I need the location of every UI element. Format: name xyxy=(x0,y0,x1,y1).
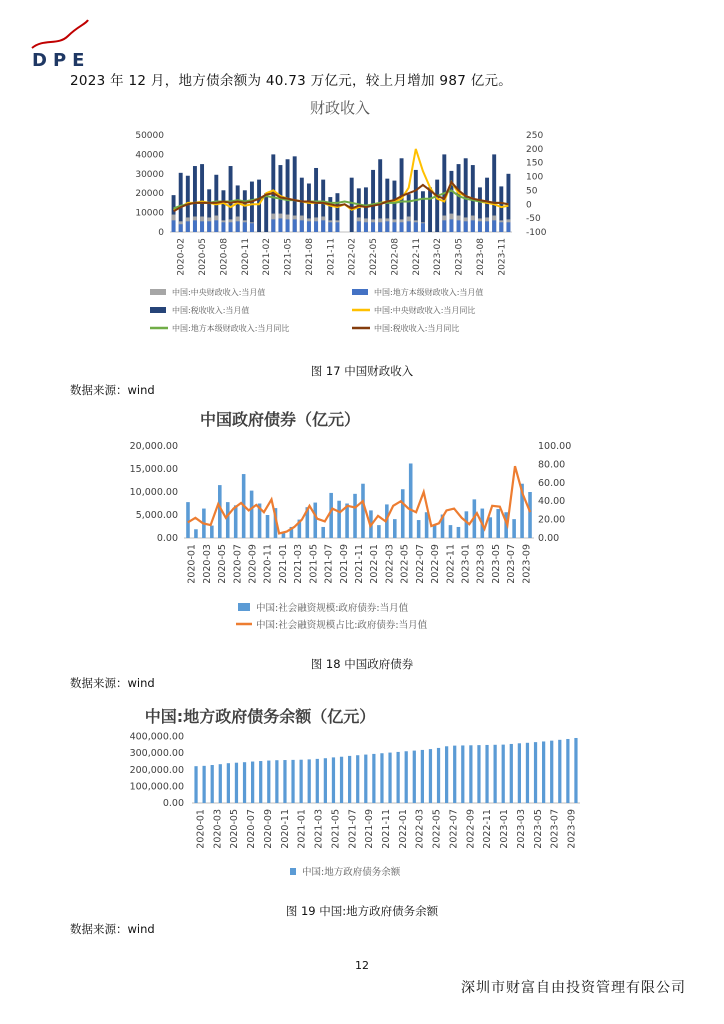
figure-19-caption: 图 19 中国:地方政府债务余额 xyxy=(285,904,439,918)
bar xyxy=(457,527,461,538)
y-right-tick: 150 xyxy=(526,158,544,169)
bar xyxy=(528,492,532,538)
y-right-tick: 60.00 xyxy=(538,477,566,489)
legend-label: 中国:地方本级财政收入:当月同比 xyxy=(172,324,290,333)
legend-label: 中国:社会融资规模占比:政府债券:当月值 xyxy=(256,620,428,631)
bar xyxy=(492,220,496,232)
x-tick: 2023-05 xyxy=(454,238,465,276)
chart-title: 中国:地方政府债务余额（亿元） xyxy=(144,707,376,726)
y-left-tick: 400,000.00 xyxy=(129,731,184,743)
x-tick: 2020-02 xyxy=(176,238,187,276)
x-tick: 2021-02 xyxy=(262,238,273,276)
bar xyxy=(219,764,222,803)
bar xyxy=(421,750,424,803)
bar xyxy=(335,222,339,232)
bar xyxy=(179,224,183,232)
bar xyxy=(400,222,404,232)
x-tick: 2020-07 xyxy=(246,809,258,849)
x-tick: 2020-11 xyxy=(279,809,291,849)
x-tick: 2023-01 xyxy=(499,809,511,849)
x-tick: 2022-03 xyxy=(384,544,396,584)
bar xyxy=(372,754,375,803)
y-left-tick: 100,000.00 xyxy=(129,781,184,793)
bar xyxy=(214,220,218,232)
x-tick: 2023-03 xyxy=(475,544,487,584)
x-tick: 2023-07 xyxy=(506,544,518,584)
y-right-tick: 0 xyxy=(526,200,532,211)
x-tick: 2022-01 xyxy=(397,809,409,849)
company-name: 深圳市财富自由投资管理有限公司 xyxy=(461,980,686,996)
x-tick: 2021-01 xyxy=(296,809,308,849)
y-left-tick: 20000 xyxy=(135,189,164,200)
y-right-tick: 250 xyxy=(526,131,544,141)
x-tick: 2021-08 xyxy=(304,238,315,276)
y-right-tick: 100 xyxy=(526,172,544,183)
x-tick: 2021-05 xyxy=(283,238,294,276)
bar xyxy=(465,511,469,538)
bar xyxy=(405,751,408,803)
bar xyxy=(235,763,238,803)
bar xyxy=(371,222,375,232)
bar xyxy=(364,755,367,803)
local-gov-debt-chart xyxy=(120,703,590,888)
x-tick: 2022-02 xyxy=(347,238,358,276)
bar xyxy=(388,753,391,803)
bar xyxy=(267,761,270,803)
bar xyxy=(271,219,275,232)
y-right-tick: -100 xyxy=(526,228,547,238)
page-number: 12 xyxy=(355,959,369,972)
bar xyxy=(243,762,246,803)
bar xyxy=(477,745,480,803)
bar xyxy=(414,222,418,232)
figure-18-caption: 图 18 中国政府债券 xyxy=(310,657,414,671)
bar xyxy=(353,494,357,538)
bar xyxy=(321,220,325,232)
x-tick: 2023-03 xyxy=(515,809,527,849)
bar xyxy=(429,749,432,803)
x-tick: 2022-11 xyxy=(411,238,422,276)
x-tick: 2021-07 xyxy=(323,544,335,584)
bar xyxy=(186,221,190,232)
x-tick: 2023-01 xyxy=(460,544,472,584)
bar xyxy=(259,761,262,803)
fiscal-revenue-chart xyxy=(120,95,560,345)
bar xyxy=(485,221,489,232)
bar xyxy=(550,741,553,803)
bar xyxy=(300,220,304,232)
y-left-tick: 200,000.00 xyxy=(129,764,184,776)
bar xyxy=(203,766,206,803)
y-left-tick: 0.00 xyxy=(162,798,184,809)
bar xyxy=(227,763,230,803)
legend-swatch xyxy=(150,307,166,313)
bar xyxy=(464,221,468,232)
y-right-tick: -50 xyxy=(526,214,541,225)
legend-swatch xyxy=(290,868,296,875)
bar xyxy=(251,762,254,803)
chart-title: 中国政府债券（亿元） xyxy=(199,410,361,429)
figure-17-source: 数据来源：wind xyxy=(70,383,155,397)
y-left-tick: 10,000.00 xyxy=(129,487,178,498)
x-tick: 2023-09 xyxy=(521,544,533,584)
x-tick: 2022-09 xyxy=(430,544,442,584)
legend-label: 中国:税收收入:当月同比 xyxy=(374,324,460,333)
bar xyxy=(329,493,333,538)
bar xyxy=(494,745,497,803)
figure-19-source: 数据来源：wind xyxy=(70,922,155,936)
x-tick: 2021-09 xyxy=(338,544,350,584)
x-tick: 2021-01 xyxy=(277,544,289,584)
bar xyxy=(308,759,311,803)
logo-swoosh-icon xyxy=(30,18,100,70)
x-tick: 2022-05 xyxy=(369,238,380,276)
bar xyxy=(457,220,461,232)
bar xyxy=(283,760,286,803)
bar xyxy=(314,221,318,232)
bar xyxy=(243,222,247,232)
y-left-tick: 5,000.00 xyxy=(135,510,178,521)
bar xyxy=(534,742,537,803)
bar xyxy=(321,527,325,538)
bar xyxy=(278,218,282,232)
x-tick: 2021-05 xyxy=(330,809,342,849)
legend-swatch xyxy=(352,289,368,295)
x-tick: 2022-03 xyxy=(414,809,426,849)
bar xyxy=(445,746,448,803)
bar xyxy=(413,751,416,803)
bar xyxy=(407,221,411,232)
y-left-tick: 10000 xyxy=(135,208,164,219)
x-tick: 2022-01 xyxy=(369,544,381,584)
chart-title: 财政收入 xyxy=(309,99,371,117)
bar xyxy=(526,743,529,803)
x-tick: 2020-01 xyxy=(186,544,198,584)
bar xyxy=(350,178,354,232)
bar xyxy=(291,760,294,803)
y-right-tick: 40.00 xyxy=(538,496,566,508)
bar xyxy=(286,219,290,232)
y-right-tick: 20.00 xyxy=(538,514,566,526)
x-tick: 2022-08 xyxy=(390,238,401,276)
bar xyxy=(442,220,446,232)
bar xyxy=(510,744,513,803)
bar xyxy=(499,222,503,232)
bar xyxy=(377,525,381,538)
bar xyxy=(364,222,368,232)
x-tick: 2022-11 xyxy=(482,809,494,849)
y-right-tick: 0.00 xyxy=(538,533,560,544)
x-tick: 2021-03 xyxy=(313,809,325,849)
bar xyxy=(397,752,400,803)
x-tick: 2023-05 xyxy=(532,809,544,849)
bar xyxy=(210,526,214,538)
bar xyxy=(461,745,464,803)
bar xyxy=(425,512,429,538)
bar xyxy=(496,509,500,538)
series-line xyxy=(188,466,530,533)
bar xyxy=(393,519,397,538)
bar xyxy=(558,740,561,803)
x-tick: 2023-05 xyxy=(490,544,502,584)
logo-text: DPE xyxy=(32,50,91,70)
x-tick: 2022-05 xyxy=(431,809,443,849)
x-tick: 2020-05 xyxy=(229,809,241,849)
dpe-logo xyxy=(30,18,100,74)
bar xyxy=(200,221,204,232)
x-tick: 2021-09 xyxy=(364,809,376,849)
bar xyxy=(250,223,254,232)
y-left-tick: 40000 xyxy=(135,150,164,161)
bar xyxy=(449,525,453,538)
bar xyxy=(469,745,472,803)
bar xyxy=(300,760,303,803)
bar xyxy=(313,503,317,538)
y-right-tick: 50 xyxy=(526,186,538,197)
x-tick: 2020-03 xyxy=(201,544,213,584)
bar xyxy=(518,743,521,803)
x-tick: 2021-11 xyxy=(354,544,365,584)
bar xyxy=(378,222,382,232)
bar xyxy=(449,219,453,232)
bar xyxy=(421,223,425,232)
bar xyxy=(453,746,456,803)
bar xyxy=(471,220,475,232)
bar xyxy=(485,745,488,803)
x-tick: 2020-11 xyxy=(262,544,274,584)
legend-label: 中国:中央财政收入:当月值 xyxy=(172,288,266,297)
legend-label: 中国:中央财政收入:当月同比 xyxy=(374,306,476,315)
bar xyxy=(361,484,365,538)
bar xyxy=(506,222,510,232)
bar xyxy=(437,748,440,803)
bar xyxy=(266,515,270,538)
figure-17-caption: 图 17 中国财政收入 xyxy=(310,364,414,378)
bar xyxy=(409,463,413,538)
legend-label: 中国:社会融资规模:政府债券:当月值 xyxy=(256,603,409,614)
bar xyxy=(488,517,492,538)
x-tick: 2022-11 xyxy=(445,544,457,584)
figure-18-source: 数据来源：wind xyxy=(70,676,155,690)
x-tick: 2020-07 xyxy=(232,544,244,584)
bar xyxy=(193,220,197,232)
x-tick: 2023-07 xyxy=(549,809,561,849)
x-tick: 2020-09 xyxy=(262,809,274,849)
bar xyxy=(357,221,361,232)
x-tick: 2023-09 xyxy=(566,809,578,849)
x-tick: 2020-01 xyxy=(195,809,207,849)
bar xyxy=(194,766,197,803)
bar xyxy=(332,757,335,803)
x-tick: 2020-08 xyxy=(219,238,230,276)
x-tick: 2020-05 xyxy=(217,544,229,584)
bar xyxy=(340,757,343,803)
bar xyxy=(435,180,439,232)
x-tick: 2021-07 xyxy=(347,809,359,849)
y-right-tick: 100.00 xyxy=(538,441,572,452)
x-tick: 2021-11 xyxy=(381,809,392,849)
bar xyxy=(250,491,254,538)
bar xyxy=(574,738,577,803)
x-tick: 2021-03 xyxy=(293,544,305,584)
x-tick: 2022-07 xyxy=(414,544,426,584)
bar xyxy=(478,221,482,232)
bar xyxy=(207,221,211,232)
bar xyxy=(293,219,297,232)
bar xyxy=(316,759,319,803)
bar xyxy=(194,529,198,538)
bar xyxy=(502,745,505,803)
bar xyxy=(512,519,516,538)
legend-label: 中国:地方本级财政收入:当月值 xyxy=(374,288,484,297)
bar xyxy=(401,489,405,538)
bar xyxy=(348,756,351,803)
bar xyxy=(264,193,268,232)
y-left-tick: 30000 xyxy=(135,169,164,180)
x-tick: 2020-09 xyxy=(247,544,259,584)
x-tick: 2020-03 xyxy=(212,809,224,849)
y-left-tick: 20,000.00 xyxy=(129,441,178,452)
bar xyxy=(229,222,233,232)
bar xyxy=(337,501,341,538)
bar xyxy=(221,222,225,232)
x-tick: 2022-05 xyxy=(399,544,411,584)
y-left-tick: 50000 xyxy=(135,131,164,141)
x-tick: 2023-11 xyxy=(497,238,508,276)
bar xyxy=(324,758,327,803)
bar xyxy=(385,221,389,232)
x-tick: 2021-05 xyxy=(308,544,320,584)
bar xyxy=(236,221,240,232)
x-tick: 2023-02 xyxy=(433,238,444,276)
bar xyxy=(328,222,332,232)
bar xyxy=(542,741,545,803)
intro-text: 2023 年 12 月，地方债余额为 40.73 万亿元，较上月增加 987 亿元。 xyxy=(70,73,513,89)
bar xyxy=(257,180,261,232)
government-bonds-chart xyxy=(120,403,590,635)
bar xyxy=(226,502,230,538)
bar xyxy=(186,502,190,538)
legend-label: 中国:税收收入:当月值 xyxy=(172,306,250,315)
bar xyxy=(392,222,396,232)
x-tick: 2020-11 xyxy=(240,238,251,276)
y-left-tick: 0.00 xyxy=(156,533,178,544)
x-tick: 2020-05 xyxy=(198,238,209,276)
x-tick: 2022-09 xyxy=(465,809,477,849)
legend-swatch xyxy=(238,603,250,611)
bar xyxy=(211,765,214,803)
legend-swatch xyxy=(150,289,166,295)
x-tick: 2021-11 xyxy=(326,238,337,276)
bar xyxy=(172,220,176,232)
bar xyxy=(275,760,278,803)
legend-label: 中国:地方政府债务余额 xyxy=(302,867,401,878)
bar xyxy=(380,753,383,803)
bar xyxy=(566,739,569,803)
y-left-tick: 0 xyxy=(158,228,164,238)
bar xyxy=(307,221,311,232)
bar xyxy=(218,485,222,538)
bar xyxy=(234,505,238,538)
x-tick: 2023-08 xyxy=(475,238,486,276)
y-left-tick: 300,000.00 xyxy=(129,748,184,760)
y-right-tick: 200 xyxy=(526,144,544,155)
y-left-tick: 15,000.00 xyxy=(129,464,178,475)
y-right-tick: 80.00 xyxy=(538,459,566,471)
bar xyxy=(417,520,421,538)
x-tick: 2022-07 xyxy=(448,809,460,849)
bar xyxy=(433,525,437,538)
bar xyxy=(428,187,432,232)
bar xyxy=(356,755,359,803)
